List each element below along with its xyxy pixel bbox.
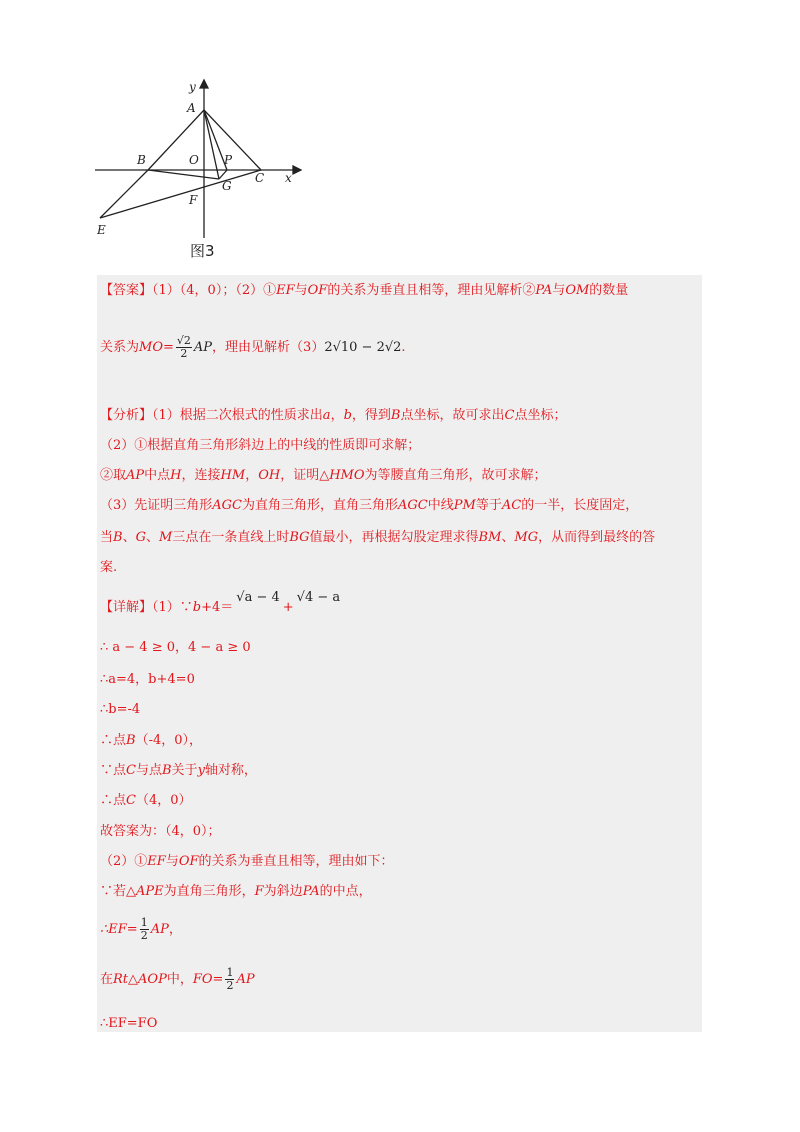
text: C xyxy=(504,408,515,423)
text: 的一半，长度固定， xyxy=(521,498,639,513)
detail-line-12 xyxy=(100,967,255,992)
text: 中点 xyxy=(144,468,171,483)
text: 关系为 xyxy=(100,340,140,355)
text: +4＝ xyxy=(201,600,234,615)
text: PA xyxy=(535,283,553,298)
text: BG xyxy=(289,530,310,545)
answer-line-2 xyxy=(100,335,406,360)
fraction xyxy=(176,335,192,360)
text: 为斜边 xyxy=(263,884,303,899)
text: 关于 xyxy=(171,763,198,778)
text: MG xyxy=(514,530,539,545)
text: ， xyxy=(168,922,182,937)
text: = xyxy=(162,340,174,355)
detail-line-8: 故答案为：（4，0）； xyxy=(100,824,221,839)
text: 点坐标，故可求出 xyxy=(400,408,505,423)
text: B xyxy=(113,530,123,545)
text: ∴点 xyxy=(100,793,127,808)
text: 当 xyxy=(100,530,114,545)
text: （-4，0）， xyxy=(135,733,203,748)
text: 、 xyxy=(501,530,515,545)
text: FO xyxy=(192,972,213,987)
text: ∴EF= xyxy=(100,922,138,937)
text: 中， xyxy=(166,972,193,987)
detail-line-2: ∴ a − 4 ≥ 0，4 − a ≥ 0 xyxy=(100,640,251,655)
figure-caption: 图3 xyxy=(190,242,215,260)
text: PM xyxy=(453,498,476,513)
label-F: F xyxy=(189,193,198,207)
text: Rt xyxy=(113,972,129,987)
text: ，证明△ xyxy=(280,468,330,483)
text: AGC xyxy=(398,498,428,513)
label-E: E xyxy=(97,223,106,237)
text: OH xyxy=(258,468,281,483)
text: 为等腰直角三角形，故可求解； xyxy=(364,468,547,483)
text: 与 xyxy=(294,283,308,298)
label-x: x xyxy=(285,171,292,185)
text: （3）先证明三角形 xyxy=(100,498,213,513)
text: OM xyxy=(565,283,590,298)
text: EF xyxy=(276,283,295,298)
fraction-numerator: 1 xyxy=(140,916,148,929)
text: （2）① xyxy=(100,854,148,869)
detail-tag: 【详解】 xyxy=(100,600,153,615)
text: 为直角三角形，直角三角形 xyxy=(242,498,399,513)
text: ， xyxy=(245,468,259,483)
label-B: B xyxy=(137,153,146,167)
radical-expression: √4 − a xyxy=(296,590,341,605)
text: （4，0） xyxy=(135,793,192,808)
text: B xyxy=(390,408,401,423)
text: 与点 xyxy=(135,763,162,778)
text: G xyxy=(135,530,146,545)
text: 的关系为垂直且相等，理由见解析② xyxy=(327,283,536,298)
analysis-line-3 xyxy=(100,468,547,484)
text: AGC xyxy=(212,498,243,513)
detail-line-7 xyxy=(100,793,192,809)
text: AP xyxy=(150,922,169,937)
text: 值最小，再根据勾股定理求得 xyxy=(309,530,479,545)
text: C xyxy=(126,793,136,808)
text: ∵若△ xyxy=(100,884,136,899)
text: AC xyxy=(501,498,522,513)
detail-line-5 xyxy=(100,733,202,749)
y-axis-arrow xyxy=(200,80,208,88)
text: APE xyxy=(136,884,164,899)
text: = xyxy=(212,972,224,987)
text: 等于 xyxy=(475,498,502,513)
label-O: O xyxy=(189,153,199,167)
text: a xyxy=(322,408,331,423)
x-axis-arrow xyxy=(293,166,301,174)
text: + xyxy=(282,600,294,615)
figure-drawing xyxy=(95,78,305,243)
text: AP xyxy=(193,340,213,355)
text: △ xyxy=(128,972,139,987)
label-y: y xyxy=(189,80,196,94)
text: ， xyxy=(330,408,344,423)
text: AP xyxy=(236,972,255,987)
answer-tag: 【答案】 xyxy=(100,283,153,298)
text: 在 xyxy=(100,972,114,987)
text: ∵点 xyxy=(100,763,127,778)
text: C xyxy=(126,763,136,778)
text: OF xyxy=(307,283,328,298)
text: ，从而得到最终的答 xyxy=(538,530,656,545)
detail-line-4: ∴b=-4 xyxy=(100,702,141,717)
detail-line-1 xyxy=(100,590,341,616)
fraction xyxy=(225,967,234,992)
fraction-numerator: √2 xyxy=(176,334,191,347)
answer-line-1 xyxy=(100,283,628,299)
text: 点坐标； xyxy=(514,408,567,423)
text: 与 xyxy=(552,283,566,298)
fraction-denominator: 2 xyxy=(226,979,234,992)
fraction-denominator: 2 xyxy=(140,929,148,942)
text: （1）根据二次根式的性质求出 xyxy=(152,408,323,423)
text: （1）∵ xyxy=(152,600,193,615)
text: AP xyxy=(126,468,145,483)
radical-expression: √a − 4 xyxy=(236,590,280,605)
analysis-line-1 xyxy=(100,408,566,424)
text: 、 xyxy=(122,530,136,545)
fraction-denominator: 2 xyxy=(180,347,188,360)
analysis-line-4 xyxy=(100,498,638,514)
text: 的关系为垂直且相等，理由如下： xyxy=(198,854,394,869)
text: ，理由见解析（3） xyxy=(212,340,325,355)
fraction xyxy=(140,917,149,942)
text: b xyxy=(343,408,352,423)
text: HM xyxy=(220,468,246,483)
fraction-numerator: 1 xyxy=(226,966,234,979)
text: 与 xyxy=(165,854,179,869)
detail-line-13: ∴EF=FO xyxy=(100,1016,158,1031)
text: 轴对称， xyxy=(204,763,257,778)
text: M xyxy=(159,530,173,545)
text: EF xyxy=(147,854,166,869)
label-P: P xyxy=(224,153,233,167)
text: ，得到 xyxy=(351,408,391,423)
label-C: C xyxy=(255,171,265,185)
text: （1）（4，0）；（2）① xyxy=(152,283,277,298)
detail-line-11 xyxy=(100,917,182,942)
text: AOP xyxy=(138,972,167,987)
text: F xyxy=(254,884,264,899)
radical-expression: 2√10 − 2√2 xyxy=(324,340,402,355)
text: ②取 xyxy=(100,468,127,483)
text: PA xyxy=(302,884,320,899)
analysis-tag: 【分析】 xyxy=(100,408,153,423)
text: 的数量 xyxy=(589,283,629,298)
text: B xyxy=(161,763,172,778)
detail-line-9 xyxy=(100,854,394,870)
text: MO xyxy=(139,340,163,355)
detail-line-3: ∴a=4，b+4=0 xyxy=(100,672,195,687)
detail-line-10 xyxy=(100,884,372,900)
label-G: G xyxy=(222,179,232,193)
text: y xyxy=(197,763,205,778)
label-A: A xyxy=(187,101,196,115)
analysis-line-2: （2）①根据直角三角形斜边上的中线的性质即可求解； xyxy=(100,438,421,453)
text: B xyxy=(126,733,136,748)
text: b xyxy=(192,600,202,615)
text: 、 xyxy=(145,530,159,545)
text: H xyxy=(170,468,182,483)
text: ∴点 xyxy=(100,733,127,748)
text: 的中点， xyxy=(319,884,372,899)
text: BM xyxy=(478,530,502,545)
analysis-line-5 xyxy=(100,530,655,546)
text: 中线 xyxy=(427,498,454,513)
text: HMO xyxy=(329,468,365,483)
analysis-line-6: 案. xyxy=(100,560,118,575)
text: ，连接 xyxy=(181,468,221,483)
text: OF xyxy=(178,854,199,869)
text: . xyxy=(401,340,406,355)
detail-line-6 xyxy=(100,763,257,779)
text: 为直角三角形， xyxy=(163,884,255,899)
text: 三点在一条直线上时 xyxy=(172,530,290,545)
